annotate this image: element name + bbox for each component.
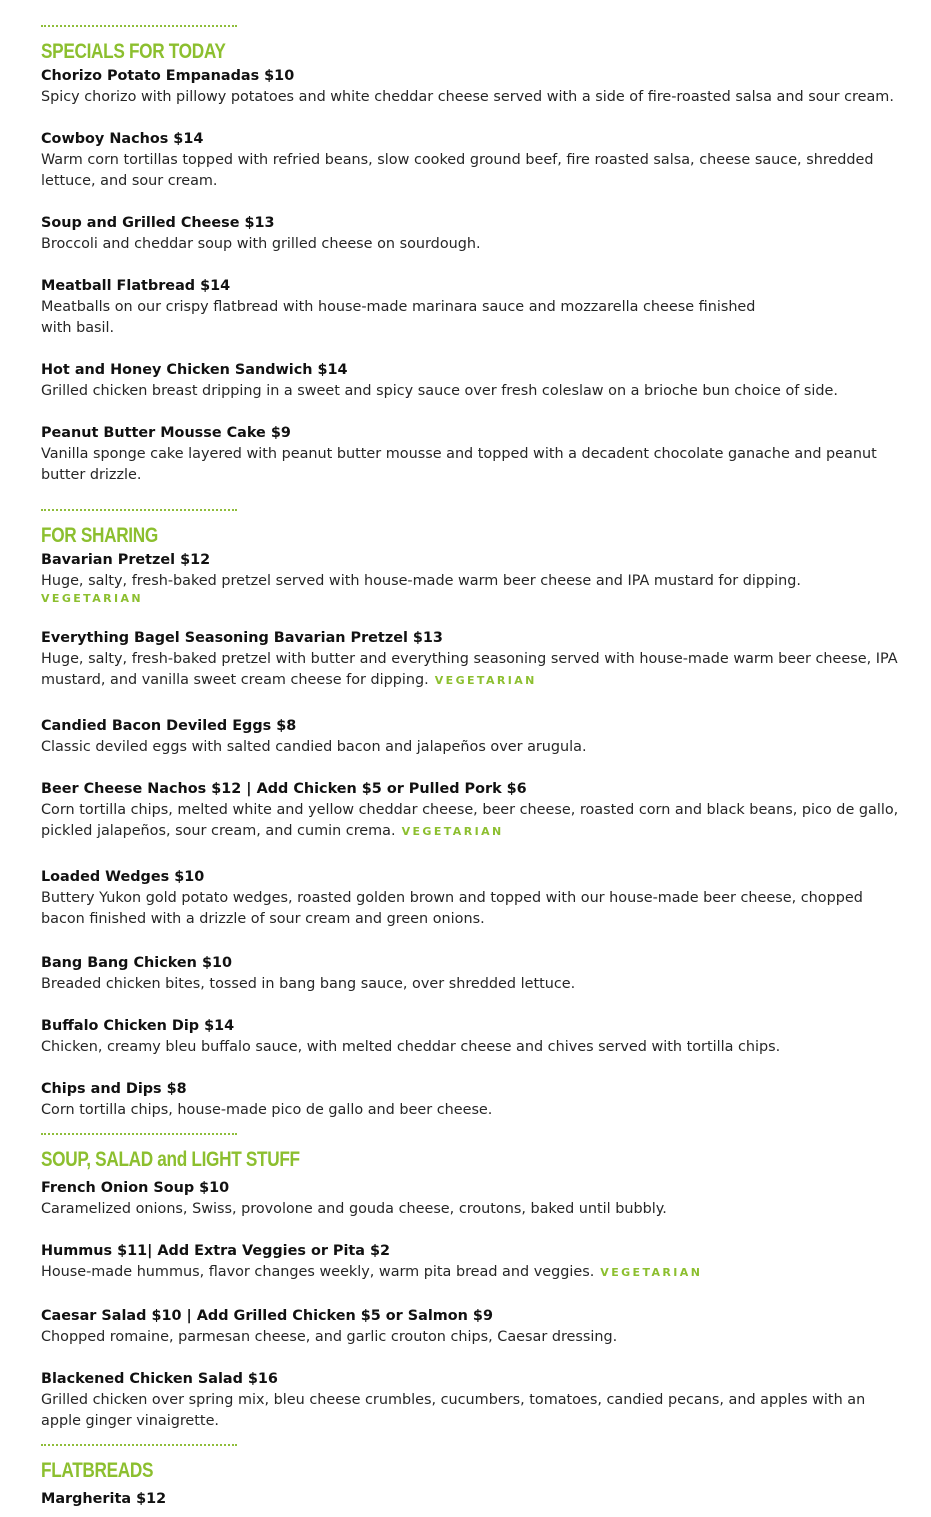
- item-description: Grilled chicken breast dripping in a sweet and spicy sauce over fresh coleslaw on a brioche bun choice of side.: [41, 383, 838, 399]
- item-description-wrap: [41, 800, 901, 842]
- section-title-flatbreads: FLATBREADS: [41, 1459, 154, 1482]
- item-description-continued: with basil.: [41, 320, 115, 336]
- vegetarian-badge: VEGETARIAN: [401, 825, 504, 838]
- item-description: Meatballs on our crispy flatbread with house-made marinara sauce and mozzarella cheese finished: [41, 299, 756, 315]
- menu-item: [41, 867, 901, 930]
- menu-item: [41, 1016, 901, 1058]
- item-description: Vanilla sponge cake layered with peanut butter mousse and topped with a decadent chocolate ganache and peanut butter drizzle.: [41, 446, 877, 483]
- item-description: Huge, salty, fresh-baked pretzel with butter and everything seasoning served with house-made warm beer cheese, IPA mustard, and vanilla sweet cream cheese for dipping.: [41, 651, 898, 688]
- item-description: Buttery Yukon gold potato wedges, roasted golden brown and topped with our house-made beer cheese, chopped bacon finished with a drizzle of sour cream and green onions.: [41, 890, 863, 927]
- item-description: Corn tortilla chips, house-made pico de gallo and beer cheese.: [41, 1102, 493, 1118]
- item-name: Beer Cheese Nachos $12 | Add Chicken $5 or Pulled Pork $6: [41, 781, 527, 797]
- item-name: Hot and Honey Chicken Sandwich $14: [41, 362, 348, 378]
- menu-item: [41, 129, 901, 192]
- section-title-soup-salad: SOUP, SALAD and LIGHT STUFF: [41, 1148, 300, 1171]
- item-description: Classic deviled eggs with salted candied bacon and jalapeños over arugula.: [41, 739, 587, 755]
- item-name: Soup and Grilled Cheese $13: [41, 215, 275, 231]
- item-name: Peanut Butter Mousse Cake $9: [41, 425, 291, 441]
- item-name: Blackened Chicken Salad $16: [41, 1371, 278, 1387]
- item-description: Warm corn tortillas topped with refried beans, slow cooked ground beef, fire roasted salsa, cheese sauce, shredded lettuce, and sour cream.: [41, 152, 874, 189]
- item-description-wrap: [41, 1262, 901, 1283]
- item-description: Huge, salty, fresh-baked pretzel served with house-made warm beer cheese and IPA mustard for dipping.: [41, 573, 801, 589]
- section-divider: [41, 25, 237, 27]
- menu-item: [41, 1369, 901, 1432]
- menu-item: [41, 716, 901, 758]
- section-divider: [41, 1133, 237, 1135]
- menu-item: [41, 953, 901, 995]
- menu-item: [41, 1489, 901, 1510]
- menu-item: [41, 1079, 901, 1121]
- item-name: Caesar Salad $10 | Add Grilled Chicken $5 or Salmon $9: [41, 1308, 493, 1324]
- item-description: Corn tortilla chips, melted white and yellow cheddar cheese, beer cheese, roasted corn and black beans, pico de gallo, pickled jalapeños, sour cream, and cumin crema.: [41, 802, 899, 839]
- item-description: Broccoli and cheddar soup with grilled cheese on sourdough.: [41, 236, 481, 252]
- menu-item: [41, 628, 901, 691]
- item-description: Chicken, creamy bleu buffalo sauce, with melted cheddar cheese and chives served with tortilla chips.: [41, 1039, 781, 1055]
- section-title-sharing: FOR SHARING: [41, 524, 158, 547]
- vegetarian-badge: VEGETARIAN: [434, 674, 537, 687]
- item-description-wrap: [41, 649, 901, 691]
- menu-item: [41, 1306, 901, 1348]
- menu-item: [41, 66, 901, 108]
- menu-item: [41, 779, 901, 842]
- item-description: Grilled chicken over spring mix, bleu cheese crumbles, cucumbers, tomatoes, candied pecans, and apples with an apple ginger vinaigrette.: [41, 1392, 866, 1429]
- item-name: French Onion Soup $10: [41, 1180, 230, 1196]
- section-divider: [41, 1444, 237, 1446]
- item-name: Margherita $12: [41, 1491, 167, 1507]
- item-name: Everything Bagel Seasoning Bavarian Pretzel $13: [41, 630, 443, 646]
- menu-item: [41, 276, 901, 339]
- menu-item: [41, 213, 901, 255]
- item-name: Loaded Wedges $10: [41, 869, 205, 885]
- item-description: Caramelized onions, Swiss, provolone and gouda cheese, croutons, baked until bubbly.: [41, 1201, 667, 1217]
- menu-item: [41, 550, 901, 606]
- item-name: Chorizo Potato Empanadas $10: [41, 68, 295, 84]
- item-name: Meatball Flatbread $14: [41, 278, 231, 294]
- section-divider: [41, 509, 237, 511]
- menu-item: [41, 1178, 901, 1220]
- item-description: House-made hummus, flavor changes weekly, warm pita bread and veggies.: [41, 1264, 595, 1280]
- item-name: Hummus $11| Add Extra Veggies or Pita $2: [41, 1243, 391, 1259]
- vegetarian-badge: VEGETARIAN: [41, 592, 144, 605]
- item-description: Breaded chicken bites, tossed in bang bang sauce, over shredded lettuce.: [41, 976, 576, 992]
- item-description: Chopped romaine, parmesan cheese, and garlic crouton chips, Caesar dressing.: [41, 1329, 618, 1345]
- item-name: Buffalo Chicken Dip $14: [41, 1018, 235, 1034]
- item-description: Spicy chorizo with pillowy potatoes and white cheddar cheese served with a side of fire-roasted salsa and sour cream.: [41, 89, 894, 105]
- item-name: Bang Bang Chicken $10: [41, 955, 232, 971]
- item-name: Chips and Dips $8: [41, 1081, 187, 1097]
- vegetarian-badge: VEGETARIAN: [600, 1266, 703, 1279]
- item-name: Cowboy Nachos $14: [41, 131, 204, 147]
- menu-item: [41, 360, 901, 402]
- item-name: Candied Bacon Deviled Eggs $8: [41, 718, 297, 734]
- section-title-specials: SPECIALS FOR TODAY: [41, 40, 226, 63]
- menu-item: [41, 423, 901, 486]
- item-name: Bavarian Pretzel $12: [41, 552, 211, 568]
- menu-item: [41, 1241, 901, 1283]
